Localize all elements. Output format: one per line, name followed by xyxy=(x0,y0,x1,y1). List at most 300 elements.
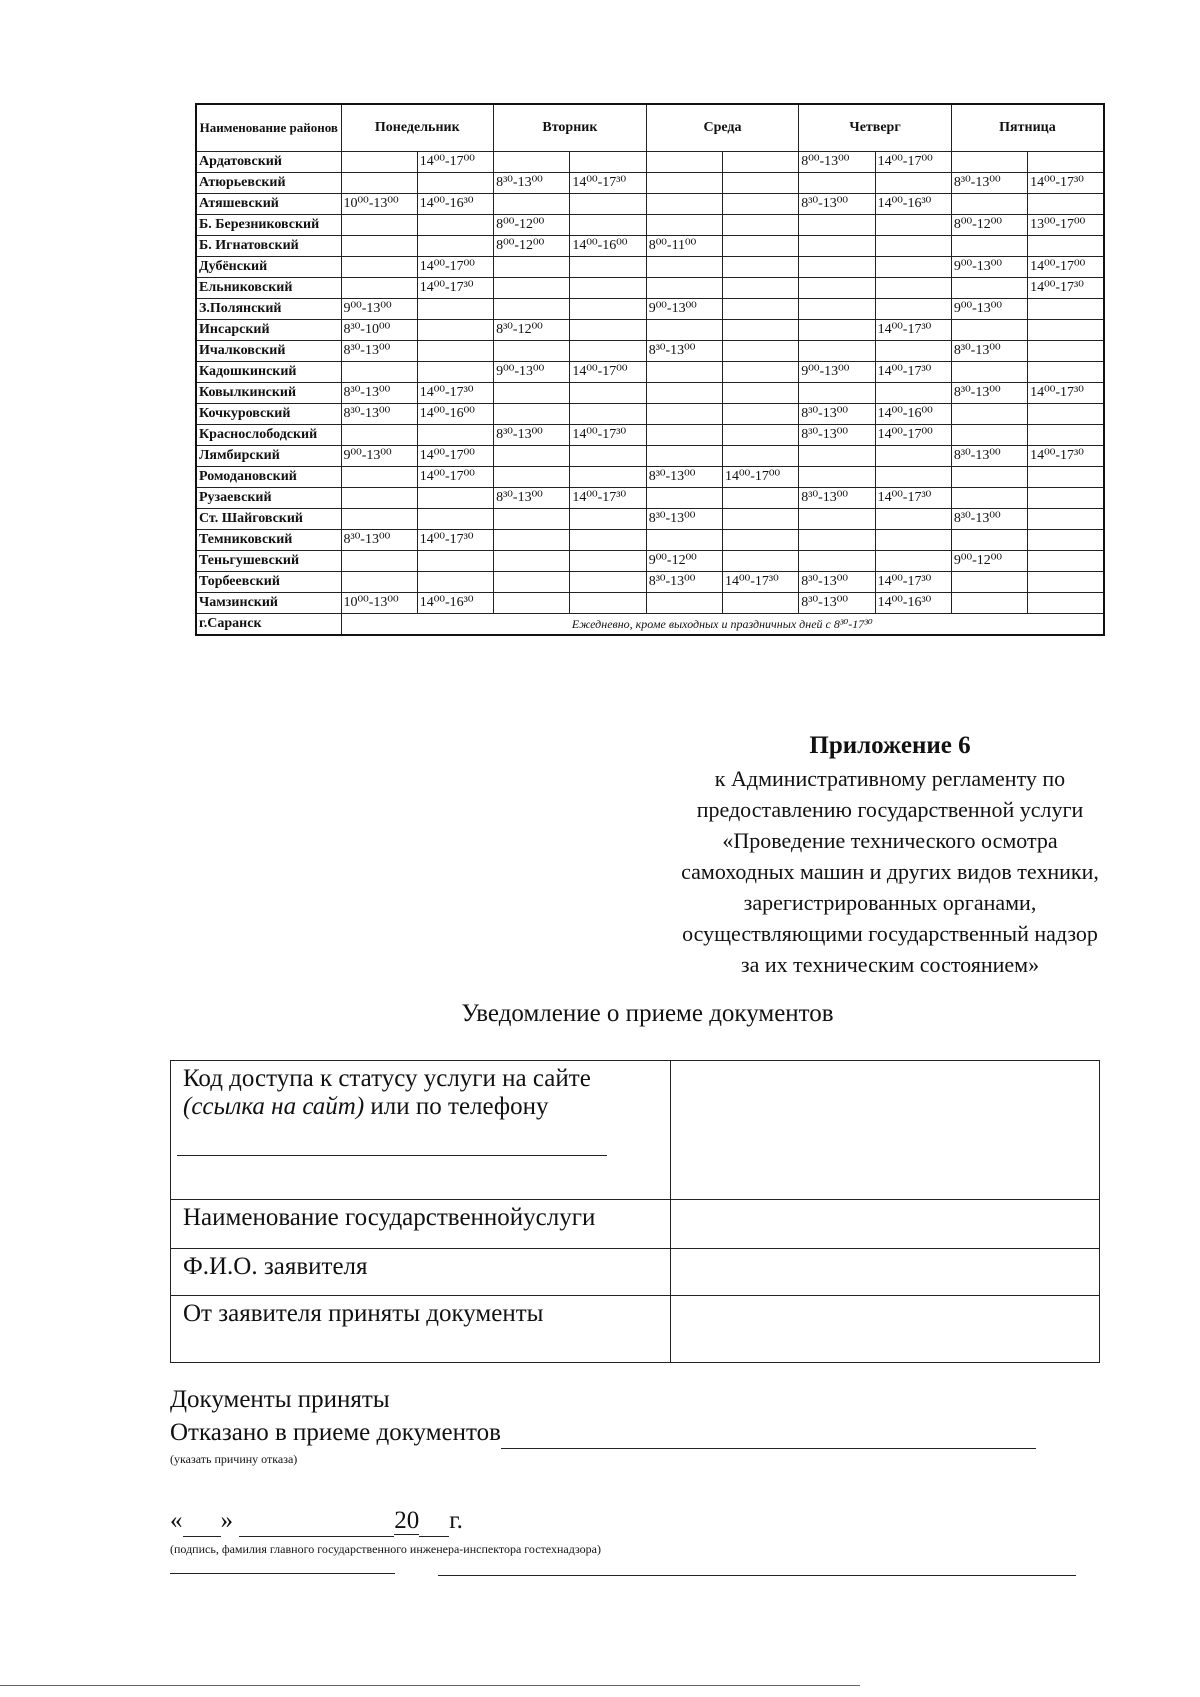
time-slot xyxy=(494,383,570,404)
time-slot: 8³⁰-13⁰⁰ xyxy=(646,572,722,593)
time-slot: 9⁰⁰-13⁰⁰ xyxy=(341,299,417,320)
time-slot: 14⁰⁰-17³⁰ xyxy=(1028,446,1104,467)
time-slot: 14⁰⁰-17⁰⁰ xyxy=(722,467,798,488)
time-slot xyxy=(1028,362,1104,383)
time-slot: 14⁰⁰-17³⁰ xyxy=(875,362,951,383)
schedule-row xyxy=(196,299,1104,320)
time-slot: 8³⁰-13⁰⁰ xyxy=(341,404,417,425)
district-name: Атюрьевский xyxy=(196,173,341,194)
time-slot xyxy=(494,278,570,299)
district-name: Ковылкинский xyxy=(196,383,341,404)
time-slot: 14⁰⁰-17³⁰ xyxy=(875,320,951,341)
time-slot xyxy=(1028,467,1104,488)
time-slot: 9⁰⁰-13⁰⁰ xyxy=(646,299,722,320)
time-slot xyxy=(494,446,570,467)
time-slot xyxy=(799,236,875,257)
time-slot: 8⁰⁰-12⁰⁰ xyxy=(494,236,570,257)
year-prefix: 20 xyxy=(394,1507,420,1534)
schedule-row xyxy=(196,215,1104,236)
schedule-row xyxy=(196,467,1104,488)
time-slot: 8³⁰-10⁰⁰ xyxy=(341,320,417,341)
time-slot xyxy=(1028,530,1104,551)
time-slot xyxy=(799,467,875,488)
time-slot: 8⁰⁰-13⁰⁰ xyxy=(799,152,875,173)
schedule-row xyxy=(196,236,1104,257)
schedule-row xyxy=(196,593,1104,614)
district-name: Темниковский xyxy=(196,530,341,551)
schedule-row xyxy=(196,488,1104,509)
time-slot xyxy=(341,152,417,173)
time-slot xyxy=(494,152,570,173)
time-slot xyxy=(417,509,493,530)
district-name: Лямбирский xyxy=(196,446,341,467)
time-slot: 14⁰⁰-17⁰⁰ xyxy=(417,467,493,488)
time-slot xyxy=(951,488,1027,509)
schedule-row xyxy=(196,152,1104,173)
time-slot: 8³⁰-13⁰⁰ xyxy=(646,509,722,530)
time-slot xyxy=(722,173,798,194)
time-slot xyxy=(494,257,570,278)
time-slot xyxy=(722,425,798,446)
time-slot: 8³⁰-13⁰⁰ xyxy=(799,404,875,425)
time-slot xyxy=(799,341,875,362)
time-slot: 14⁰⁰-16⁰⁰ xyxy=(570,236,646,257)
schedule-body xyxy=(196,152,1104,636)
time-slot xyxy=(570,215,646,236)
signature-line[interactable] xyxy=(170,1573,395,1574)
time-slot xyxy=(341,467,417,488)
time-slot: 8³⁰-13⁰⁰ xyxy=(951,341,1027,362)
time-slot xyxy=(951,530,1027,551)
form-row-applicant xyxy=(171,1249,1100,1296)
time-slot xyxy=(646,404,722,425)
time-slot: 14⁰⁰-17³⁰ xyxy=(1028,383,1104,404)
appendix-heading xyxy=(630,730,1150,980)
time-slot: 14⁰⁰-17³⁰ xyxy=(1028,173,1104,194)
time-slot xyxy=(570,257,646,278)
time-slot xyxy=(1028,572,1104,593)
time-slot xyxy=(646,320,722,341)
time-slot: 14⁰⁰-17³⁰ xyxy=(417,530,493,551)
time-slot xyxy=(417,341,493,362)
day-header-monday: Понедельник xyxy=(341,104,494,152)
district-name: г.Саранск xyxy=(196,614,341,636)
schedule-row xyxy=(196,320,1104,341)
time-slot xyxy=(799,320,875,341)
appendix-title: Приложение 6 xyxy=(809,732,971,759)
district-name: Ичалковский xyxy=(196,341,341,362)
time-slot xyxy=(722,593,798,614)
time-slot xyxy=(722,530,798,551)
time-slot: 14⁰⁰-16⁰⁰ xyxy=(417,404,493,425)
time-slot xyxy=(341,362,417,383)
time-slot xyxy=(875,446,951,467)
time-slot xyxy=(646,593,722,614)
date-month-field[interactable] xyxy=(239,1512,394,1537)
time-slot xyxy=(722,278,798,299)
access-code-label-cell xyxy=(171,1061,671,1200)
schedule-row xyxy=(196,257,1104,278)
time-slot xyxy=(341,509,417,530)
time-slot: 8³⁰-13⁰⁰ xyxy=(799,425,875,446)
time-slot xyxy=(417,299,493,320)
time-slot xyxy=(570,467,646,488)
time-slot: 14⁰⁰-17⁰⁰ xyxy=(570,362,646,383)
time-slot: 8⁰⁰-12⁰⁰ xyxy=(494,215,570,236)
time-slot xyxy=(799,173,875,194)
day-header-friday: Пятница xyxy=(951,104,1104,152)
time-slot xyxy=(417,173,493,194)
time-slot xyxy=(494,467,570,488)
time-slot: 14⁰⁰-17⁰⁰ xyxy=(417,152,493,173)
schedule-row xyxy=(196,446,1104,467)
time-slot: 14⁰⁰-17³⁰ xyxy=(570,425,646,446)
time-slot xyxy=(875,299,951,320)
time-slot xyxy=(1028,488,1104,509)
schedule-row xyxy=(196,551,1104,572)
district-name: Чамзинский xyxy=(196,593,341,614)
district-name: Б. Игнатовский xyxy=(196,236,341,257)
date-year-field[interactable] xyxy=(419,1512,449,1537)
applicant-name-label: Ф.И.О. заявителя xyxy=(171,1249,671,1296)
time-slot xyxy=(341,257,417,278)
time-slot xyxy=(951,152,1027,173)
time-slot xyxy=(951,194,1027,215)
signature-hint: (подпись, фамилия главного государственного инженера-инспектора гостехнадзора) xyxy=(170,1542,601,1556)
time-slot xyxy=(341,572,417,593)
time-slot xyxy=(951,236,1027,257)
time-slot xyxy=(570,194,646,215)
time-slot xyxy=(722,194,798,215)
time-slot xyxy=(722,509,798,530)
time-slot: 14⁰⁰-17³⁰ xyxy=(875,572,951,593)
time-slot xyxy=(494,341,570,362)
schedule-row xyxy=(196,173,1104,194)
district-name: Торбеевский xyxy=(196,572,341,593)
refusal-reason-hint: (указать причину отказа) xyxy=(170,1452,298,1466)
time-slot xyxy=(570,320,646,341)
time-slot: 14⁰⁰-17⁰⁰ xyxy=(417,446,493,467)
time-slot xyxy=(417,236,493,257)
time-slot xyxy=(799,278,875,299)
time-slot xyxy=(1028,593,1104,614)
time-slot: 8⁰⁰-12⁰⁰ xyxy=(951,215,1027,236)
time-slot xyxy=(875,236,951,257)
service-name-label: Наименование государственнойуслуги xyxy=(171,1200,671,1249)
time-slot xyxy=(799,383,875,404)
access-code-underline xyxy=(177,1155,607,1156)
documents-label: От заявителя приняты документы xyxy=(171,1296,671,1363)
time-slot: 9⁰⁰-12⁰⁰ xyxy=(646,551,722,572)
time-slot: 8³⁰-13⁰⁰ xyxy=(951,173,1027,194)
time-slot: 8³⁰-13⁰⁰ xyxy=(799,572,875,593)
district-name: Дубёнский xyxy=(196,257,341,278)
site-link-italic: (ссылка на сайт) xyxy=(183,1093,365,1120)
time-slot: 8³⁰-13⁰⁰ xyxy=(951,509,1027,530)
time-slot xyxy=(951,593,1027,614)
time-slot xyxy=(1028,509,1104,530)
time-slot xyxy=(722,215,798,236)
saransk-hours-note: Ежедневно, кроме выходных и праздничных дней с 8³⁰-17³⁰ xyxy=(341,614,1104,636)
time-slot xyxy=(722,488,798,509)
time-slot xyxy=(951,362,1027,383)
time-slot xyxy=(646,446,722,467)
time-slot: 14⁰⁰-16⁰⁰ xyxy=(875,404,951,425)
time-slot: 8³⁰-13⁰⁰ xyxy=(494,173,570,194)
time-slot: 14⁰⁰-16³⁰ xyxy=(875,194,951,215)
day-header-thursday: Четверг xyxy=(799,104,952,152)
time-slot: 8³⁰-13⁰⁰ xyxy=(951,446,1027,467)
time-slot xyxy=(646,383,722,404)
schedule-row xyxy=(196,278,1104,299)
time-slot: 14⁰⁰-17⁰⁰ xyxy=(417,257,493,278)
time-slot xyxy=(494,551,570,572)
time-slot xyxy=(570,299,646,320)
time-slot xyxy=(875,551,951,572)
applicant-name-value[interactable] xyxy=(671,1249,1100,1296)
district-schedule-table xyxy=(195,103,1105,636)
district-name: Ромодановский xyxy=(196,467,341,488)
time-slot xyxy=(417,488,493,509)
time-slot xyxy=(417,320,493,341)
time-slot: 14⁰⁰-17³⁰ xyxy=(722,572,798,593)
time-slot xyxy=(417,425,493,446)
schedule-row xyxy=(196,404,1104,425)
time-slot xyxy=(875,215,951,236)
time-slot xyxy=(417,572,493,593)
time-slot xyxy=(799,299,875,320)
time-slot: 10⁰⁰-13⁰⁰ xyxy=(341,593,417,614)
refusal-reason-field[interactable] xyxy=(501,1424,1036,1449)
time-slot xyxy=(341,278,417,299)
time-slot xyxy=(875,383,951,404)
documents-accepted: Документы приняты xyxy=(170,1386,390,1413)
time-slot: 14⁰⁰-16³⁰ xyxy=(417,194,493,215)
time-slot xyxy=(799,551,875,572)
date-line xyxy=(170,1505,463,1537)
form-row-documents xyxy=(171,1296,1100,1363)
appendix-line: за их техническим состоянием» xyxy=(740,952,1040,977)
appendix-line: «Проведение технического осмотра xyxy=(722,828,1058,853)
day-header-wednesday: Среда xyxy=(646,104,799,152)
appendix-line: к Административному регламенту по xyxy=(714,766,1066,791)
time-slot xyxy=(875,530,951,551)
time-slot xyxy=(1028,404,1104,425)
time-slot xyxy=(951,467,1027,488)
time-slot: 9⁰⁰-13⁰⁰ xyxy=(951,257,1027,278)
time-slot xyxy=(722,551,798,572)
time-slot xyxy=(1028,551,1104,572)
time-slot: 14⁰⁰-17³⁰ xyxy=(570,173,646,194)
district-name: Теньгушевский xyxy=(196,551,341,572)
time-slot xyxy=(799,509,875,530)
time-slot xyxy=(875,257,951,278)
schedule-row xyxy=(196,509,1104,530)
time-slot: 8³⁰-13⁰⁰ xyxy=(951,383,1027,404)
time-slot xyxy=(951,572,1027,593)
time-slot xyxy=(341,488,417,509)
date-close-quote: » xyxy=(220,1507,233,1534)
time-slot: 14⁰⁰-17³⁰ xyxy=(417,383,493,404)
time-slot xyxy=(570,341,646,362)
district-name: Атяшевский xyxy=(196,194,341,215)
access-code-label-line2 xyxy=(183,1093,658,1121)
district-name: Б. Березниковский xyxy=(196,215,341,236)
access-code-phone-text: или по телефону xyxy=(364,1093,549,1120)
time-slot: 8³⁰-13⁰⁰ xyxy=(341,383,417,404)
form-row-service-name xyxy=(171,1200,1100,1249)
documents-refused-line xyxy=(170,1417,1036,1449)
day-header-tuesday: Вторник xyxy=(494,104,647,152)
time-slot xyxy=(722,299,798,320)
time-slot xyxy=(722,320,798,341)
time-slot xyxy=(1028,341,1104,362)
district-name: Краснослободский xyxy=(196,425,341,446)
time-slot xyxy=(1028,152,1104,173)
time-slot xyxy=(1028,299,1104,320)
time-slot xyxy=(494,572,570,593)
time-slot: 9⁰⁰-13⁰⁰ xyxy=(799,362,875,383)
time-slot xyxy=(570,551,646,572)
district-name: Ардатовский xyxy=(196,152,341,173)
district-name: Ельниковский xyxy=(196,278,341,299)
time-slot: 8⁰⁰-11⁰⁰ xyxy=(646,236,722,257)
time-slot xyxy=(417,362,493,383)
time-slot xyxy=(951,404,1027,425)
time-slot xyxy=(722,362,798,383)
time-slot xyxy=(570,593,646,614)
documents-value[interactable] xyxy=(671,1296,1100,1363)
time-slot xyxy=(341,173,417,194)
time-slot: 8³⁰-13⁰⁰ xyxy=(646,467,722,488)
district-name: Рузаевский xyxy=(196,488,341,509)
time-slot: 8³⁰-12⁰⁰ xyxy=(494,320,570,341)
time-slot xyxy=(799,215,875,236)
schedule-row xyxy=(196,572,1104,593)
schedule-row-saransk xyxy=(196,614,1104,636)
appendix-line: самоходных машин и других видов техники, xyxy=(681,859,1099,884)
district-name: Кадошкинский xyxy=(196,362,341,383)
time-slot xyxy=(494,404,570,425)
time-slot: 14⁰⁰-17³⁰ xyxy=(570,488,646,509)
time-slot xyxy=(646,194,722,215)
time-slot xyxy=(494,593,570,614)
time-slot xyxy=(570,446,646,467)
schedule-header-row xyxy=(196,104,1104,152)
time-slot xyxy=(341,425,417,446)
time-slot xyxy=(494,299,570,320)
time-slot xyxy=(951,425,1027,446)
appendix-line: осуществляющими государственный надзор xyxy=(682,921,1098,946)
time-slot xyxy=(799,530,875,551)
time-slot: 8³⁰-13⁰⁰ xyxy=(494,425,570,446)
time-slot xyxy=(722,257,798,278)
time-slot xyxy=(799,446,875,467)
time-slot xyxy=(722,383,798,404)
district-name: Кочкуровский xyxy=(196,404,341,425)
schedule-row xyxy=(196,383,1104,404)
service-name-value[interactable] xyxy=(671,1200,1100,1249)
time-slot xyxy=(494,509,570,530)
time-slot xyxy=(951,278,1027,299)
time-slot xyxy=(646,215,722,236)
time-slot: 9⁰⁰-12⁰⁰ xyxy=(951,551,1027,572)
time-slot xyxy=(570,278,646,299)
time-slot xyxy=(646,173,722,194)
time-slot xyxy=(417,215,493,236)
time-slot xyxy=(646,530,722,551)
year-suffix: г. xyxy=(449,1507,463,1534)
notice-title: Уведомление о приеме документов xyxy=(461,1000,834,1027)
schedule-row xyxy=(196,362,1104,383)
time-slot xyxy=(646,362,722,383)
district-name: Инсарский xyxy=(196,320,341,341)
time-slot xyxy=(570,152,646,173)
time-slot xyxy=(1028,425,1104,446)
time-slot xyxy=(570,572,646,593)
time-slot: 8³⁰-13⁰⁰ xyxy=(341,530,417,551)
time-slot: 8³⁰-13⁰⁰ xyxy=(799,194,875,215)
time-slot xyxy=(1028,320,1104,341)
schedule-row xyxy=(196,530,1104,551)
time-slot xyxy=(570,404,646,425)
time-slot xyxy=(951,320,1027,341)
schedule-row xyxy=(196,341,1104,362)
notice-form-table xyxy=(170,1060,1100,1363)
time-slot xyxy=(722,341,798,362)
time-slot xyxy=(341,215,417,236)
time-slot xyxy=(875,173,951,194)
appendix-line: зарегистрированных органами, xyxy=(743,890,1037,915)
time-slot: 14⁰⁰-17³⁰ xyxy=(417,278,493,299)
time-slot xyxy=(646,425,722,446)
time-slot: 13⁰⁰-17⁰⁰ xyxy=(1028,215,1104,236)
time-slot: 14⁰⁰-17³⁰ xyxy=(875,488,951,509)
time-slot: 14⁰⁰-17⁰⁰ xyxy=(875,152,951,173)
time-slot: 8³⁰-13⁰⁰ xyxy=(799,488,875,509)
time-slot xyxy=(646,488,722,509)
time-slot: 14⁰⁰-17⁰⁰ xyxy=(875,425,951,446)
time-slot xyxy=(570,530,646,551)
access-code-value[interactable] xyxy=(671,1061,1100,1200)
date-open-quote: « xyxy=(170,1507,183,1534)
time-slot: 8³⁰-13⁰⁰ xyxy=(341,341,417,362)
time-slot xyxy=(417,551,493,572)
date-day-field[interactable] xyxy=(183,1512,221,1537)
time-slot xyxy=(570,383,646,404)
time-slot xyxy=(722,152,798,173)
time-slot xyxy=(1028,194,1104,215)
district-name: Ст. Шайговский xyxy=(196,509,341,530)
time-slot: 9⁰⁰-13⁰⁰ xyxy=(494,362,570,383)
time-slot xyxy=(570,509,646,530)
time-slot xyxy=(722,236,798,257)
time-slot xyxy=(494,530,570,551)
district-name: З.Полянский xyxy=(196,299,341,320)
time-slot: 14⁰⁰-17⁰⁰ xyxy=(1028,257,1104,278)
schedule-row xyxy=(196,425,1104,446)
time-slot xyxy=(875,509,951,530)
appendix-line: предоставлению государственной услуги xyxy=(696,797,1084,822)
time-slot xyxy=(341,236,417,257)
time-slot: 14⁰⁰-16³⁰ xyxy=(875,593,951,614)
time-slot: 14⁰⁰-17³⁰ xyxy=(1028,278,1104,299)
inspector-name-line[interactable] xyxy=(438,1575,1076,1576)
time-slot xyxy=(875,341,951,362)
time-slot xyxy=(646,278,722,299)
time-slot: 9⁰⁰-13⁰⁰ xyxy=(341,446,417,467)
time-slot xyxy=(646,257,722,278)
